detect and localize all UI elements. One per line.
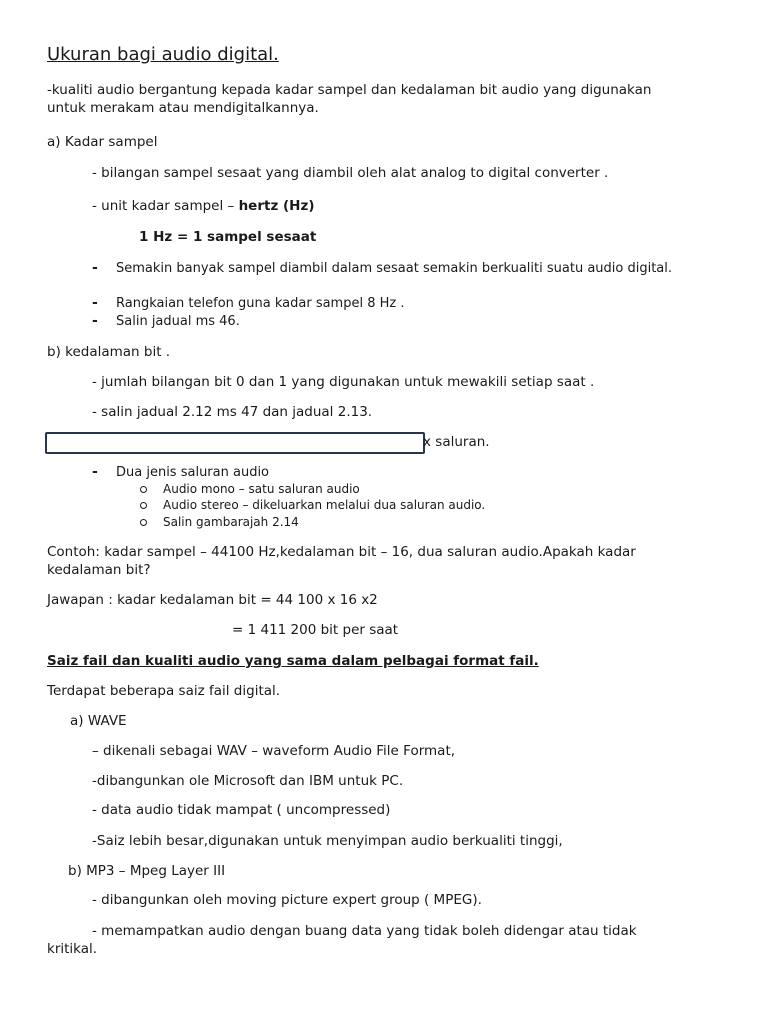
unit-bold: hertz (Hz) (238, 198, 315, 214)
section-b-bullet: Dua jenis saluran audio (116, 465, 270, 480)
wave-line-4: -Saiz lebih besar,digunakan untuk menyimpan audio berkualiti tinggi, (92, 833, 563, 849)
mp3-line-2: - memampatkan audio dengan buang data yang tidak boleh didengar atau tidak (92, 923, 637, 939)
mp3-line-2-continuation: kritikal. (47, 941, 98, 957)
section-a-bullet-1: Semakin banyak sampel diambil dalam sesaat semakin berkualiti suatu audio digital. (116, 261, 673, 276)
bullet-dash-icon: - (92, 313, 98, 329)
bullet-dash-icon: - (92, 464, 98, 480)
bullet-dash-icon: - (92, 295, 98, 311)
subitem-1: Audio mono – satu saluran audio (163, 482, 360, 496)
intro-paragraph: -kualiti audio bergantung kepada kadar sampel dan kedalaman bit audio yang digunakan untuk merakam atau mendigitalkannya. (47, 82, 652, 116)
circle-bullet-icon (140, 519, 147, 526)
circle-bullet-icon (140, 486, 147, 493)
section-a-heading: a) Kadar sampel (47, 134, 158, 150)
section-b-heading: b) kedalaman bit . (47, 344, 171, 360)
page-title: Ukuran bagi audio digital. (47, 44, 279, 65)
unit-label: - unit kadar sampel – (92, 198, 239, 214)
section-a-line-1: - bilangan sampel sesaat yang diambil oleh alat analog to digital converter . (92, 165, 609, 181)
example-question: Contoh: kadar sampel – 44100 Hz,kedalaman bit – 16, dua saluran audio.Apakah kadar kedalaman bit? (47, 544, 636, 578)
mp3-line-1: - dibangunkan oleh moving picture expert group ( MPEG). (92, 892, 482, 908)
bullet-dash-icon: - (92, 260, 98, 276)
mp3-heading: b) MP3 – Mpeg Layer III (68, 863, 226, 879)
formula: 1 Hz = 1 sampel sesaat (139, 229, 317, 245)
section-a-line-2 (92, 197, 315, 215)
wave-heading: a) WAVE (70, 713, 127, 729)
subitem-3: Salin gambarajah 2.14 (163, 515, 299, 529)
section-2-intro: Terdapat beberapa saiz fail digital. (47, 683, 281, 699)
subitem-2: Audio stereo – dikeluarkan melalui dua saluran audio. (163, 498, 486, 512)
redaction-box (45, 432, 425, 454)
section-2-heading: Saiz fail dan kualiti audio yang sama dalam pelbagai format fail. (47, 653, 539, 669)
boxed-line-suffix: x saluran. (423, 434, 490, 450)
example-answer-2: = 1 411 200 bit per saat (232, 622, 399, 638)
wave-line-2: -dibangunkan ole Microsoft dan IBM untuk PC. (92, 773, 404, 789)
circle-bullet-icon (140, 502, 147, 509)
section-b-line-1: - jumlah bilangan bit 0 dan 1 yang digunakan untuk mewakili setiap saat . (92, 374, 595, 390)
example-answer-1: Jawapan : kadar kedalaman bit = 44 100 x 16 x2 (47, 592, 378, 608)
section-a-bullet-2: Rangkaian telefon guna kadar sampel 8 Hz . (116, 296, 405, 311)
section-b-line-2: - salin jadual 2.12 ms 47 dan jadual 2.13. (92, 404, 373, 420)
section-a-bullet-3: Salin jadual ms 46. (116, 314, 240, 329)
wave-line-3: - data audio tidak mampat ( uncompressed) (92, 802, 391, 818)
wave-line-1: – dikenali sebagai WAV – waveform Audio File Format, (92, 743, 456, 759)
